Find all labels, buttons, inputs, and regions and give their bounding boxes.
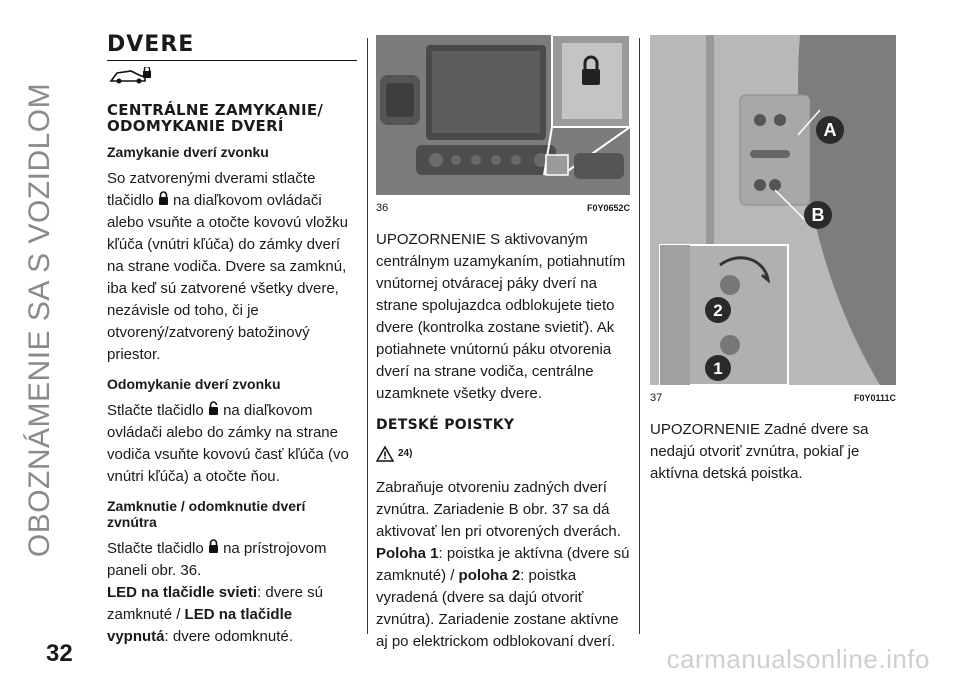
callout-a: A	[823, 120, 837, 140]
warning-reference: 24)	[376, 443, 630, 465]
column-divider-right	[639, 38, 640, 634]
figure-number: 36	[376, 202, 389, 214]
figure-37-caption	[650, 387, 896, 409]
inside-lock-heading: Zamknutie / odomknutie dverí zvnútra	[107, 498, 306, 530]
position-2-label: poloha 2	[458, 567, 521, 584]
warning-triangle-icon	[376, 446, 394, 462]
figure-37-child-lock	[650, 35, 896, 385]
led-on-label: LED na tlačidle svieti	[107, 584, 258, 601]
car-lock-icon	[109, 67, 357, 92]
central-locking-heading: CENTRÁLNE ZAMYKANIE/ ODOMYKANIE DVERÍ	[107, 101, 324, 135]
page-number: 32	[46, 640, 73, 667]
padlock-closed-icon	[158, 191, 169, 206]
lock-outside-heading: Zamykanie dverí zvonku	[107, 144, 269, 160]
warning-child-lock: UPOZORNENIE Zadné dvere sa nedajú otvoriť zvnútra, pokiaľ je aktívna detská poistka.	[650, 421, 869, 482]
figure-36-caption	[376, 197, 630, 219]
inside-lock-text: Stlačte tlačidlo na prístrojovom paneli obr. 36. LED na tlačidle svieti: dvere sú zamknuté / LED na tlačidle vypnutá: dvere odomknuté.	[107, 540, 327, 645]
led-off-label: LED na tlačidle vypnutá	[107, 606, 293, 645]
padlock-open-icon	[208, 401, 219, 416]
unlock-outside-heading: Odomykanie dverí zvonku	[107, 376, 281, 392]
door-lock-illustration	[650, 35, 896, 385]
padlock-closed-icon	[208, 539, 219, 554]
section-title-doors: DVERE	[107, 34, 357, 61]
child-lock-text: Zabraňuje otvoreniu zadných dverí zvnútra. Zariadenie B obr. 37 sa dá aktivovať len pri otvorených dverách. Poloha 1: poistka je aktívna (dvere sú zamknuté) / poloha 2: poistka vyradená (dvere sa dajú otvoriť zvnútra). Zariadenie zostane aktívne aj po elektrickom odblokovaní dverí.	[376, 479, 630, 650]
watermark: carmanualsonline.info	[666, 644, 930, 674]
lock-outside-text: So zatvorenými dverami stlačte tlačidlo na diaľkovom ovládači alebo vsuňte a otočte kovovú vložku kľúča (vnútri kľúča) do zámky dverí na strane vodiča. Dvere sa zamknú, iba keď sú zatvorené všetky dvere, nezávisle od toho, či je otvorený/zatvorený batožinový priestor.	[107, 170, 348, 363]
callout-2: 2	[713, 301, 723, 320]
figure-code: F0Y0652C	[586, 203, 630, 213]
column-divider-left	[367, 38, 368, 634]
figure-code: F0Y0111C	[853, 393, 896, 403]
dashboard-illustration	[376, 35, 630, 195]
child-lock-heading: DETSKÉ POISTKY	[376, 417, 515, 433]
column-3	[650, 35, 896, 493]
column-1	[107, 34, 357, 656]
figure-number: 37	[650, 392, 663, 404]
callout-b: B	[811, 205, 825, 225]
figure-36-dashboard	[376, 35, 630, 195]
position-1-label: Poloha 1	[376, 545, 439, 562]
warning-central-locking: UPOZORNENIE S aktivovaným centrálnym uzamykaním, potiahnutím vnútornej otváracej páky dverí na strane spolujazdca odblokujete tieto dvere (kontrolka zostane svietiť). Ak potiahnete vnútornú páku otvorenia dverí na strane vodiča, centrálne uzamknete všetky dvere.	[376, 231, 626, 402]
chapter-side-title: OBOZNÁMENIE SA S VOZIDLOM	[23, 82, 56, 558]
column-2	[376, 35, 630, 661]
unlock-outside-text: Stlačte tlačidlo na diaľkovom ovládači alebo do zámky na strane vodiča vsuňte kovovú časť kľúča (vo vnútri kľúča) a otočte ňou.	[107, 402, 349, 485]
callout-1: 1	[713, 359, 723, 378]
